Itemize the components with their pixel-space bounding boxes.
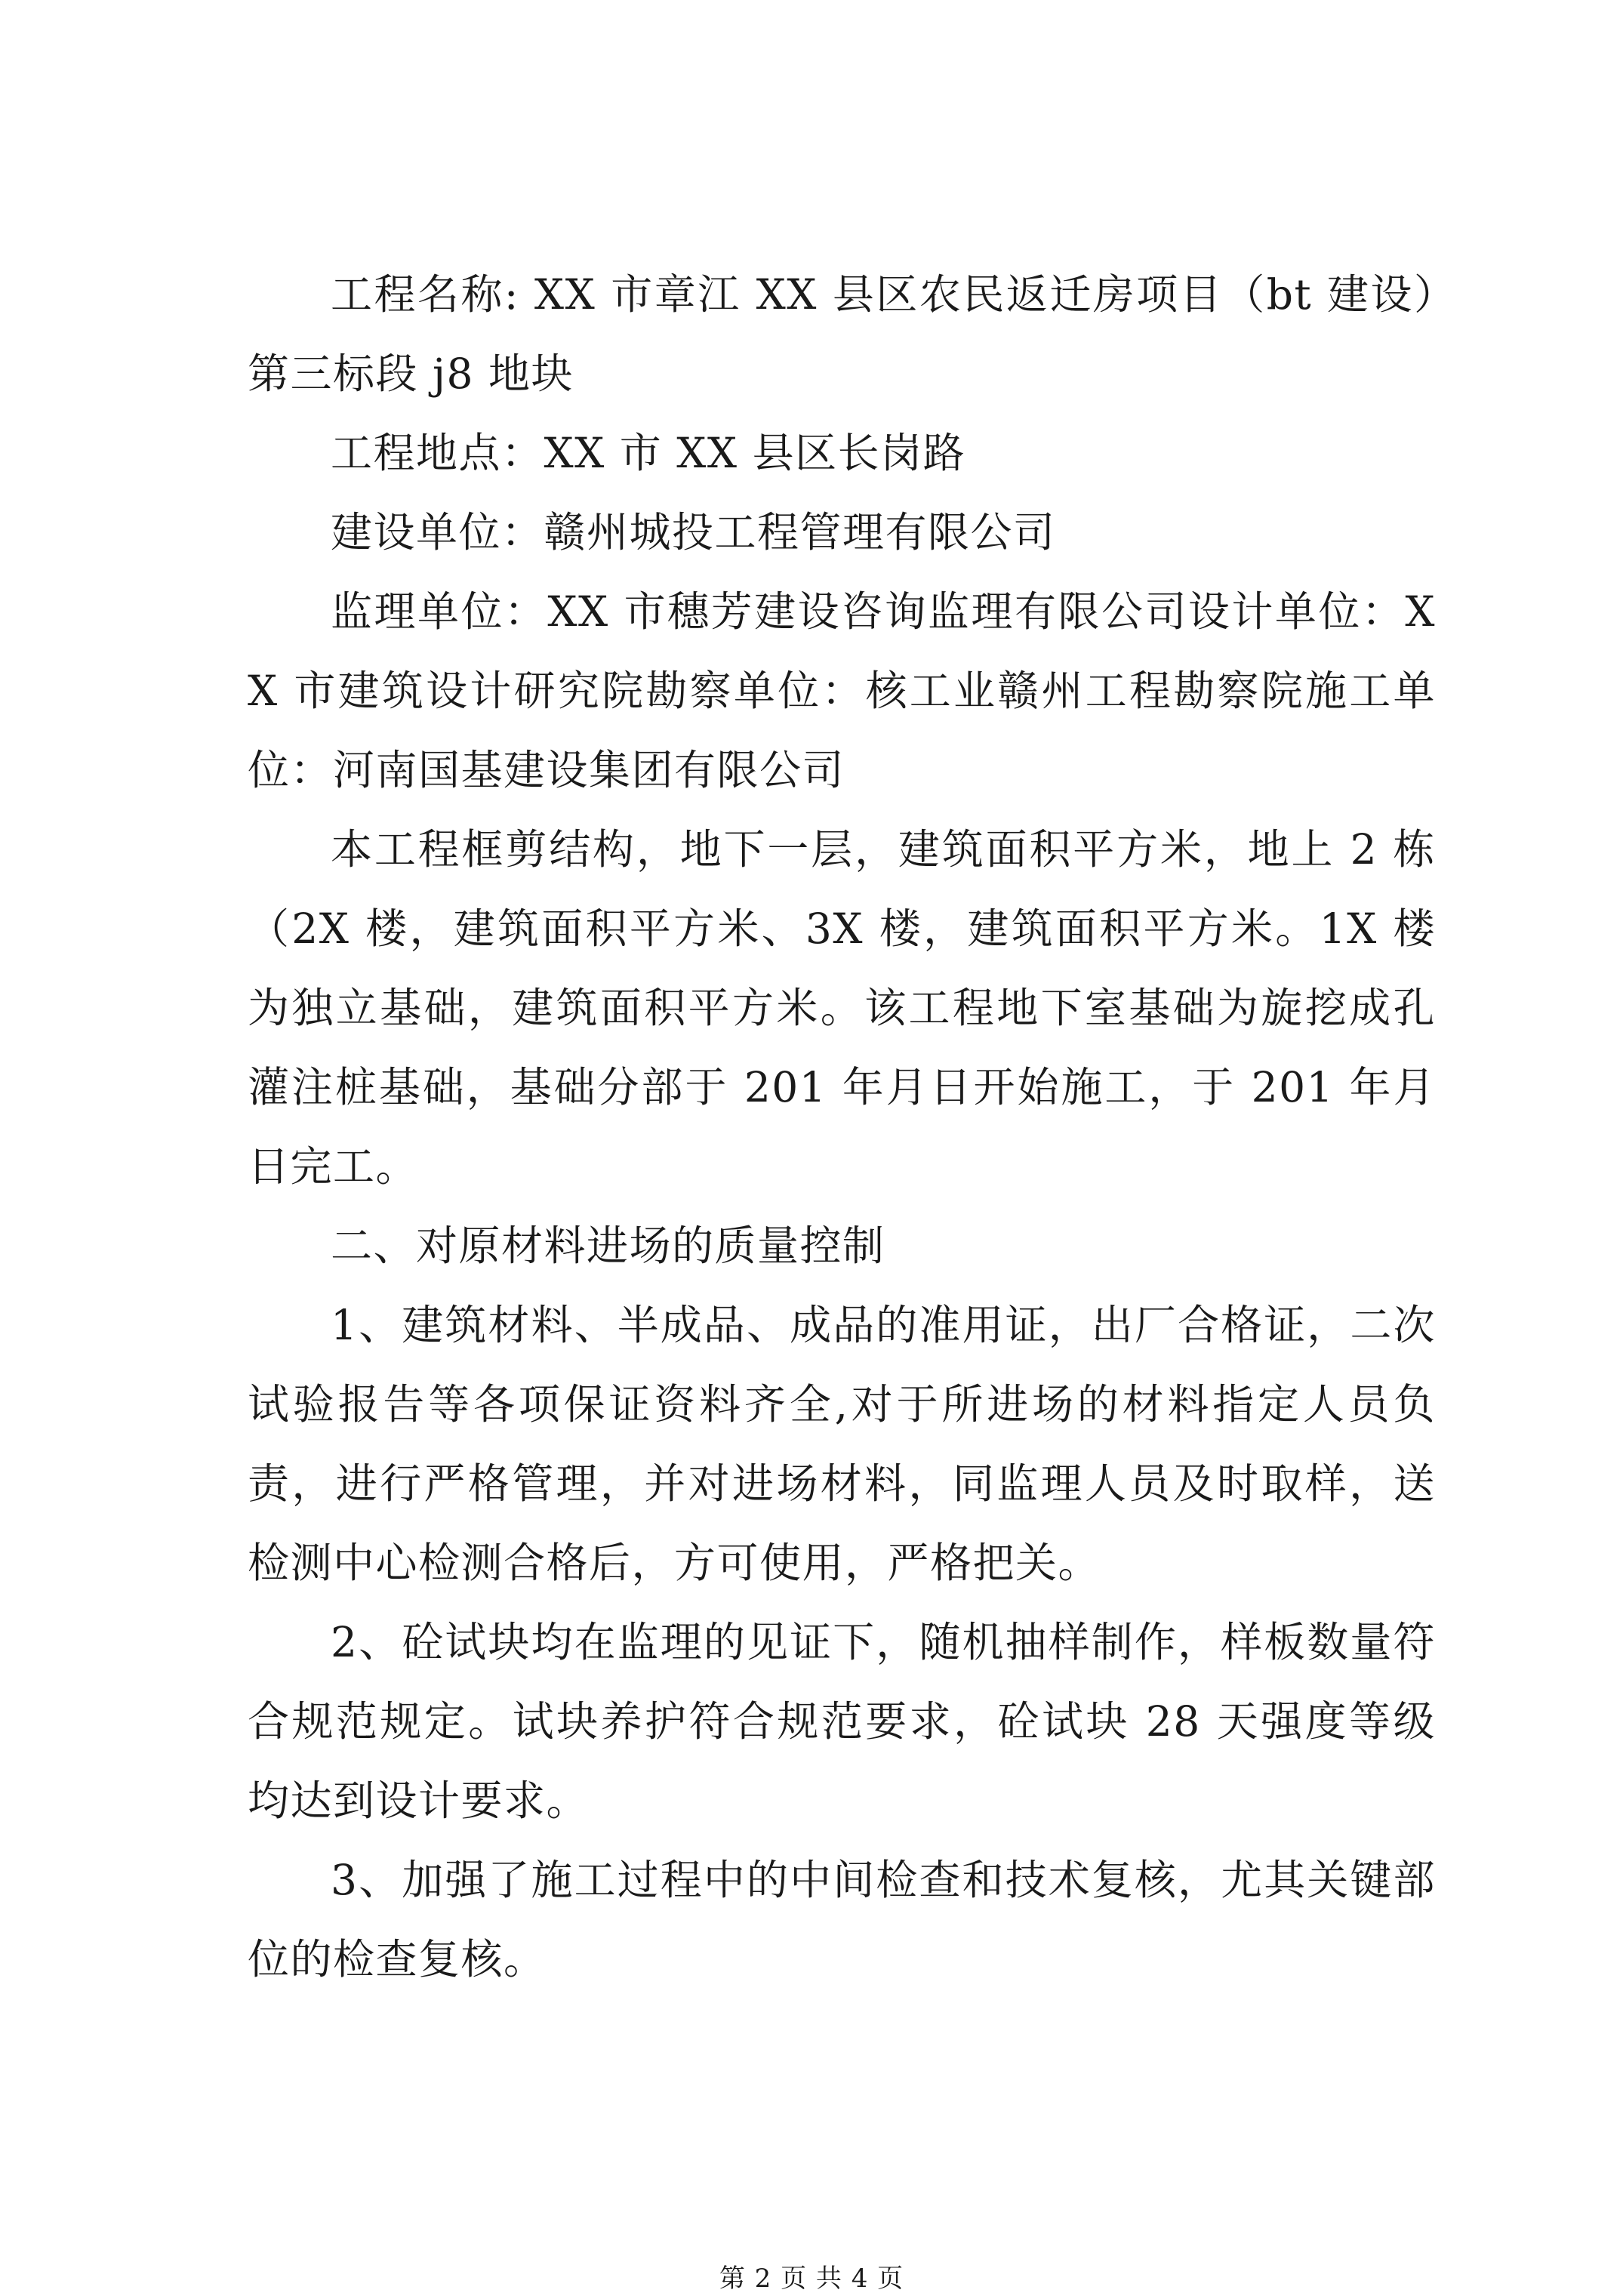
paragraph-construction-unit: 建设单位：赣州城投工程管理有限公司 (331, 508, 1056, 556)
paragraph-item-3: 3、加强了施工过程中的中间检查和技术复核，尤其关键部位的检查复核。 (248, 1856, 1436, 1983)
document-body (248, 255, 1436, 1999)
paragraph-project-location: 工程地点：XX 市 XX 县区长岗路 (331, 429, 966, 477)
paragraph-project-overview: 本工程框剪结构，地下一层，建筑面积平方米，地上 2 栋（2X 楼，建筑面积平方米、3X 楼，建筑面积平方米。1X 楼为独立基础，建筑面积平方米。该工程地下室基础为旋挖成孔灌注桩基础，基础分部于 201 年月日开始施工，于 201 年月日完工。 (248, 825, 1436, 1191)
paragraph-supervision-units: 监理单位：XX 市穗芳建设咨询监理有限公司设计单位：XX 市建筑设计研究院勘察单位：核工业赣州工程勘察院施工单位：河南国基建设集团有限公司 (248, 587, 1436, 794)
paragraph-item-1: 1、建筑材料、半成品、成品的准用证，出厂合格证，二次试验报告等各项保证资料齐全,对于所进场的材料指定人员负责，进行严格管理，并对进场材料，同监理人员及时取样，送检测中心检测合格后，方可使用，严格把关。 (248, 1301, 1436, 1587)
section-heading-materials: 二、对原材料进场的质量控制 (331, 1222, 885, 1270)
paragraph-project-name: 工程名称: XX 市章江 XX 县区农民返迁房项目（bt 建设）第三标段 j8 地块 (248, 270, 1436, 398)
paragraph-item-2: 2、砼试块均在监理的见证下，随机抽样制作，样板数量符合规范规定。试块养护符合规范要求，砼试块 28 天强度等级均达到设计要求。 (248, 1618, 1436, 1825)
page-number-footer: 第 2 页 共 4 页 (719, 2264, 904, 2294)
